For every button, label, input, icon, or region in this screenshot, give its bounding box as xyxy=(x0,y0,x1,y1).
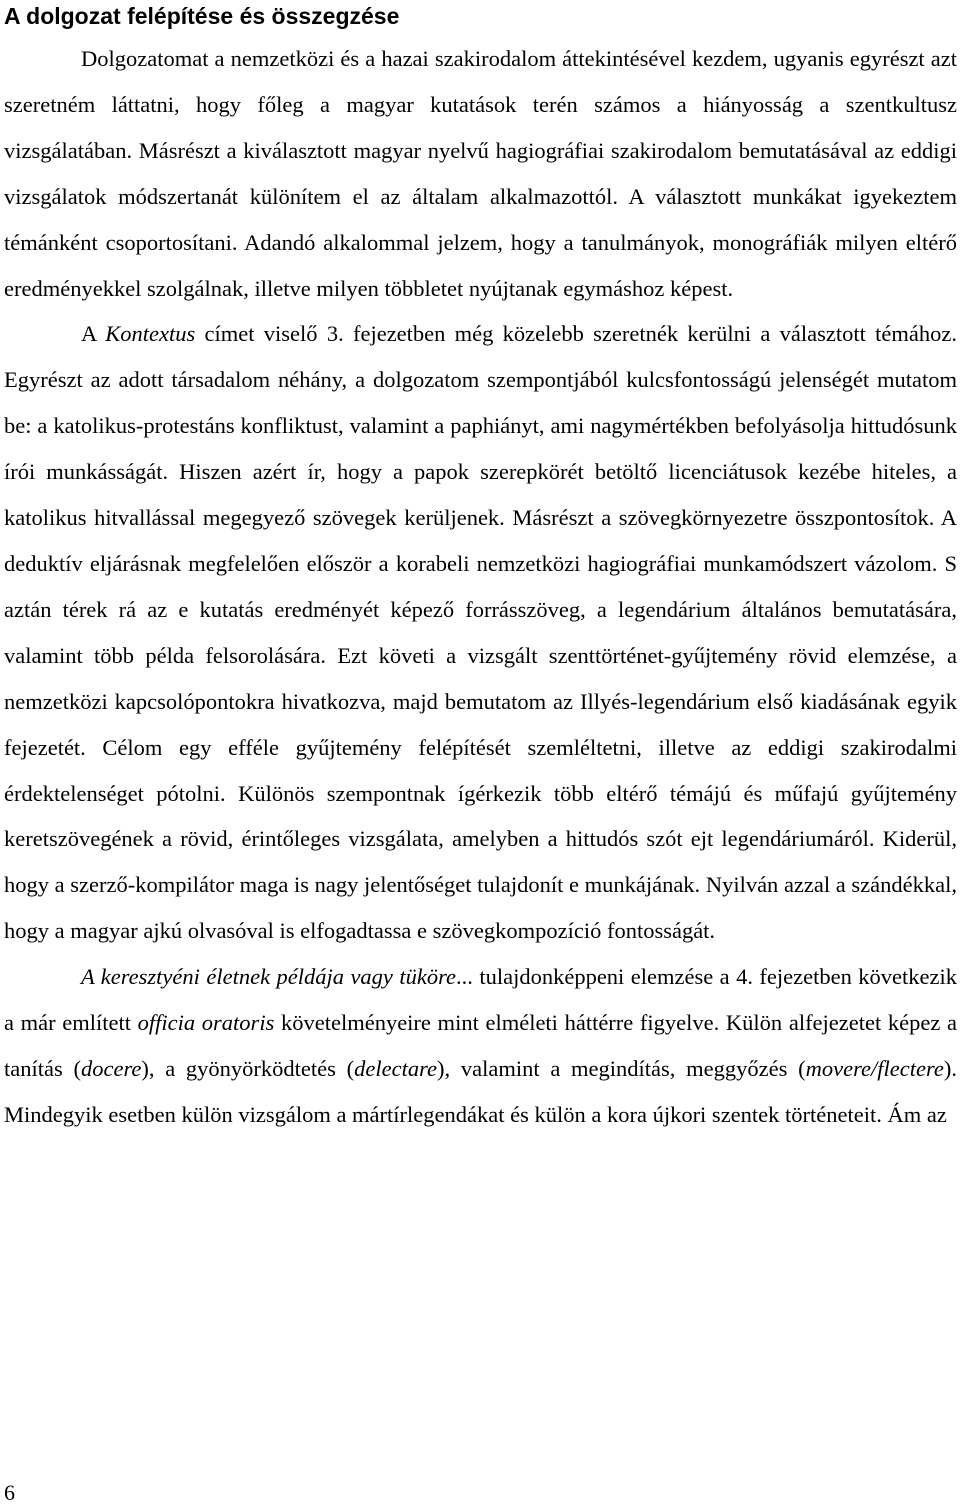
text-run: ), valamint a megindítás, meggyőzés ( xyxy=(437,1055,806,1081)
paragraph xyxy=(4,36,957,311)
text-run: követelményeire mint elméleti háttérre figyelve. Külön alfejezetet képez a tanítás ( xyxy=(4,1010,957,1081)
section-heading: A dolgozat felépítése és összegzése xyxy=(4,3,400,29)
text-run: Dolgozatomat a nemzetközi és a hazai szakirodalom áttekintésével kezdem, ugyanis egyrészt azt szeretném láttatni, hogy főleg a magyar kutatások terén számos a hiányosság a szentkultusz vizsgálatában. Másrészt a kiválasztott magyar nyelvű hagiográfiai szakirodalom bemutatásával az eddigi vizsgálatok módszertanát különítem el az általam alkalmazottól. A választott munkákat igyekeztem témánként csoportosítani. Adandó alkalommal jelzem, hogy a tanulmányok, monográfiák milyen eltérő eredményekkel szolgálnak, illetve milyen többletet nyújtanak egymáshoz képest. xyxy=(4,46,957,301)
paragraph xyxy=(4,954,957,1138)
paragraph xyxy=(4,311,957,954)
page-number: 6 xyxy=(4,1480,15,1505)
text-run: ). Mindegyik esetben külön vizsgálom a mártírlegendákat és külön a kora újkori szentek történeteit. Ám az xyxy=(4,1055,957,1127)
text-run: A xyxy=(81,321,106,347)
italic-text: officia oratoris xyxy=(137,1010,275,1036)
body-text xyxy=(4,36,957,1138)
italic-text: A keresztyéni életnek példája vagy tüköre xyxy=(81,964,457,990)
italic-text: delectare xyxy=(354,1055,438,1081)
text-run: címet viselő 3. fejezetben még közelebb szeretnék kerülni a választott témához. Egyrészt az adott társadalom néhány, a dolgozatom szempontjából kulcsfontosságú jelenségét mutatom be: a katolikus-protestáns konfliktust, valamint a paphiányt, ami nagymértékben befolyásolja hittudósunk írói munkásságát. Hiszen azért ír, hogy a papok szerepkörét betöltő licenciátusok kezébe hiteles, a katolikus hitvallással megegyező szövegek kerüljenek. Másrészt a szövegkörnyezetre összpontosítok. A deduktív eljárásnak megfelelően először a korabeli nemzetközi hagiográfiai munkamódszert vázolom. S aztán térek rá az e kutatás eredményét képező forrásszöveg, a legendárium általános bemutatására, valamint több példa felsorolására. Ezt követi a vizsgált szenttörténet-gyűjtemény rövid elemzése, a nemzetközi kapcsolópontokra hivatkozva, majd bemutatom az Illyés-legendárium első kiadásának egyik fejezetét. Célom egy efféle gyűjtemény felépítését szemléltetni, illetve az eddigi szakirodalmi érdektelenséget pótolni. Különös szempontnak ígérkezik több eltérő témájú és műfajú gyűjtemény keretszövegének a rövid, érintőleges vizsgálata, amelyben a hittudós szót ejt legendáriumáról. Kiderül, hogy a szerző-kompilátor maga is nagy jelentőséget tulajdonít e munkájának. Nyilván azzal a szándékkal, hogy a magyar ajkú olvasóval is elfogadtassa e szövegkompozíció fontosságát. xyxy=(4,321,957,944)
italic-text: docere xyxy=(80,1055,142,1081)
italic-text: Kontextus xyxy=(105,321,196,347)
text-run: ... tulajdonképpeni elemzése a 4. fejezetben következik a már említett xyxy=(4,964,957,1036)
text-run: ), a gyönyörködtetés ( xyxy=(141,1055,355,1081)
italic-text: movere/flectere xyxy=(805,1055,944,1081)
